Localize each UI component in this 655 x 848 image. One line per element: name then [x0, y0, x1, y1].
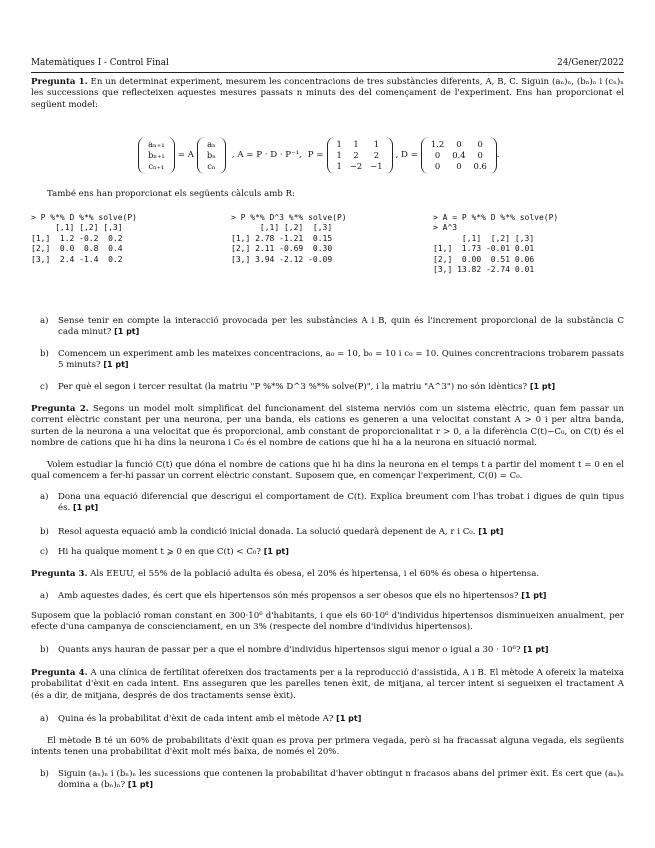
q2-paragraph-2: Volem estudiar la funció C(t) que dóna el nombre de cations que hi ha dins la neurona en el temps t a partir del moment t = 0 en el qual comencem a fer-hi passar un corrent elèctric constant. Suposem que, en començar l'experiment, C(0) = C₀.: [31, 460, 624, 482]
matrix-d: 1.2 0 0 0 0.4 0 0 0 0.6: [421, 137, 497, 174]
d-label: , D =: [395, 149, 418, 160]
q2-title: Pregunta 2.: [31, 404, 89, 414]
q1-title: Pregunta 1.: [31, 77, 88, 87]
q3-intro: Pregunta 3. Als EEUU, el 55% de la població adulta és obesa, el 20% és hipertensa, i el 60% és obesa o hipertensa.: [31, 569, 540, 579]
r-output-2: > P %*% D^3 %*% solve(P) [,1] [,2] [,3] [1,] 2.78 -1.21 0.15 [2,] 2.11 -0.69 0.30 [3,] 3.94 -2.12 -0.09: [231, 213, 347, 264]
r-output-1: > P %*% D %*% solve(P) [,1] [,2] [,3] [1,] 1.2 -0.2 0.2 [2,] 0.0 0.8 0.4 [3,] 2.4 -1.4 0.2: [31, 213, 137, 264]
q1-also-text: També ens han proporcionat els següents càlculs amb R:: [47, 189, 296, 199]
vector-next: aₙ₊₁ bₙ₊₁ cₙ₊₁: [138, 137, 175, 174]
q3-item-b: b) Quants anys hauran de passar per a que el nombre d'individus hipertensos sigui menor o igual a 30 · 10⁶? [1 pt]: [40, 645, 549, 655]
q4-title: Pregunta 4.: [31, 668, 88, 678]
q3-paragraph-2: Suposem que la població roman constant en 300·10⁶ d'habitants, i que els 60·10⁶ d'individus hipertensos disminueixen anualment, per efecte d'una campanya de conscienciament, en un 3% (respecte del nombre d'individus hipertensos).: [31, 611, 624, 633]
q2-item-b: b) Resol aquesta equació amb la condició inicial donada. La solució quedarà depenent de A, r i C₀. [1 pt]: [40, 527, 504, 537]
p-label: P =: [307, 149, 324, 160]
q4-paragraph-2: El mètode B té un 60% de probabilitats d'èxit quan es prova per primera vegada, però si ha fracassat alguna vegada, els següents intents tenen una probabilitat d'èxit molt més baixa, de només el 20%.: [31, 736, 624, 758]
q1-intro-text: En un determinat experiment, mesurem les concentracions de tres substàncies diferents, A, B, C. Siguin (aₙ)ₙ, (bₙ)ₙ i (cₙ)ₙ les successions que reflecteixen aquestes mesures passats n minuts des del començament de l'experiment. Ens han proporcionat el següent model:: [31, 77, 625, 110]
q1-item-c: c) Per què el segon i tercer resultat (la matriu "P %*% D^3 %*% solve(P)", i la matriu "A^3") no són idèntics? [1 pt]: [40, 382, 556, 392]
vector-current: aₙ bₙ cₙ: [197, 137, 226, 174]
r-output-3: > A = P %*% D %*% solve(P) > A^3 [,1] [,2] [,3] [1,] 1.73 -0.01 0.01 [2,] 0.00 0.51 0.06 [3,] 13.82 -2.74 0.01: [433, 213, 559, 274]
q1-intro: [31, 77, 624, 111]
q2-item-c: c) Hi ha qualque moment t ⩾ 0 en que C(t) < C₀? [1 pt]: [40, 547, 289, 557]
q1-model-equation: [138, 137, 500, 174]
q3-title: Pregunta 3.: [31, 569, 88, 579]
q2-item-a: a) Dona una equació diferencial que descrigui el comportament de C(t). Explica breument com l'has trobat i digues de quin tipus és. [1 pt]: [40, 492, 624, 514]
q4-item-a: a) Quina és la probabilitat d'èxit de cada intent amb el mètode A? [1 pt]: [40, 714, 362, 724]
header-course: Matemàtiques I - Control Final: [31, 58, 169, 68]
q4-item-b: b) Siguin (aₙ)ₙ i (bₙ)ₙ les sucessions que contenen la probabilitat d'haver obtingut n fracasos abans del primer èxit. És cert que (aₙ)ₙ domina a (bₙ)ₙ? [1 pt]: [40, 769, 624, 791]
q2-intro: Pregunta 2. Segons un model molt simplificat del funcionament del sistema nerviós com un sistema elèctric, quan fem passar un corrent elèctric constant per una neurona, per una banda, els cations es generen a una velocitat constant A > 0 i per altra banda, surten de la neurona a una velocitat que és proporcional, amb constant de proporcionalitat r > 0, a la diferència C(t)−C₀, on C(t) és el nombre de cations que hi ha dins la neurona i C₀ és el nombre de cations que hi ha a la neurona en situació normal.: [31, 404, 624, 449]
page-header: [31, 58, 624, 70]
eq-a: = A: [177, 149, 194, 160]
model-end: .: [496, 149, 500, 160]
header-rule: [31, 72, 624, 73]
q1-item-b: b) Comencem un experiment amb les mateixes concentracions, a₀ = 10, b₀ = 10 i c₀ = 10. Quines concrentracions trobarem passats 5 minuts? [1 pt]: [40, 349, 624, 371]
def-a: , A = P · D · P⁻¹,: [231, 149, 302, 160]
q3-item-a: a) Amb aquestes dades, és cert que els hipertensos són més propensos a ser obesos que els no hipertensos? [1 pt]: [40, 591, 547, 601]
header-date: 24/Gener/2022: [557, 58, 624, 68]
matrix-p: 1 1 1 1 2 2 1 −2 −1: [327, 137, 393, 174]
q4-intro: Pregunta 4. A una clínica de fertilitat ofereixen dos tractaments per a la reproducció d'assistida, A i B. El mètode A ofereix la mateixa probabilitat d'èxit en cada intent. Ens asseguren que les parelles tenen èxit, de mitjana, al tercer intent si segueixen el tractament A (és a dir, de mitjana, després de dos tractaments sense èxit).: [31, 668, 625, 701]
q1-item-a: a) Sense tenir en compte la interacció provocada per les substàncies A i B, quin és l'increment proporcional de la substància C cada minut? [1 pt]: [40, 316, 624, 338]
